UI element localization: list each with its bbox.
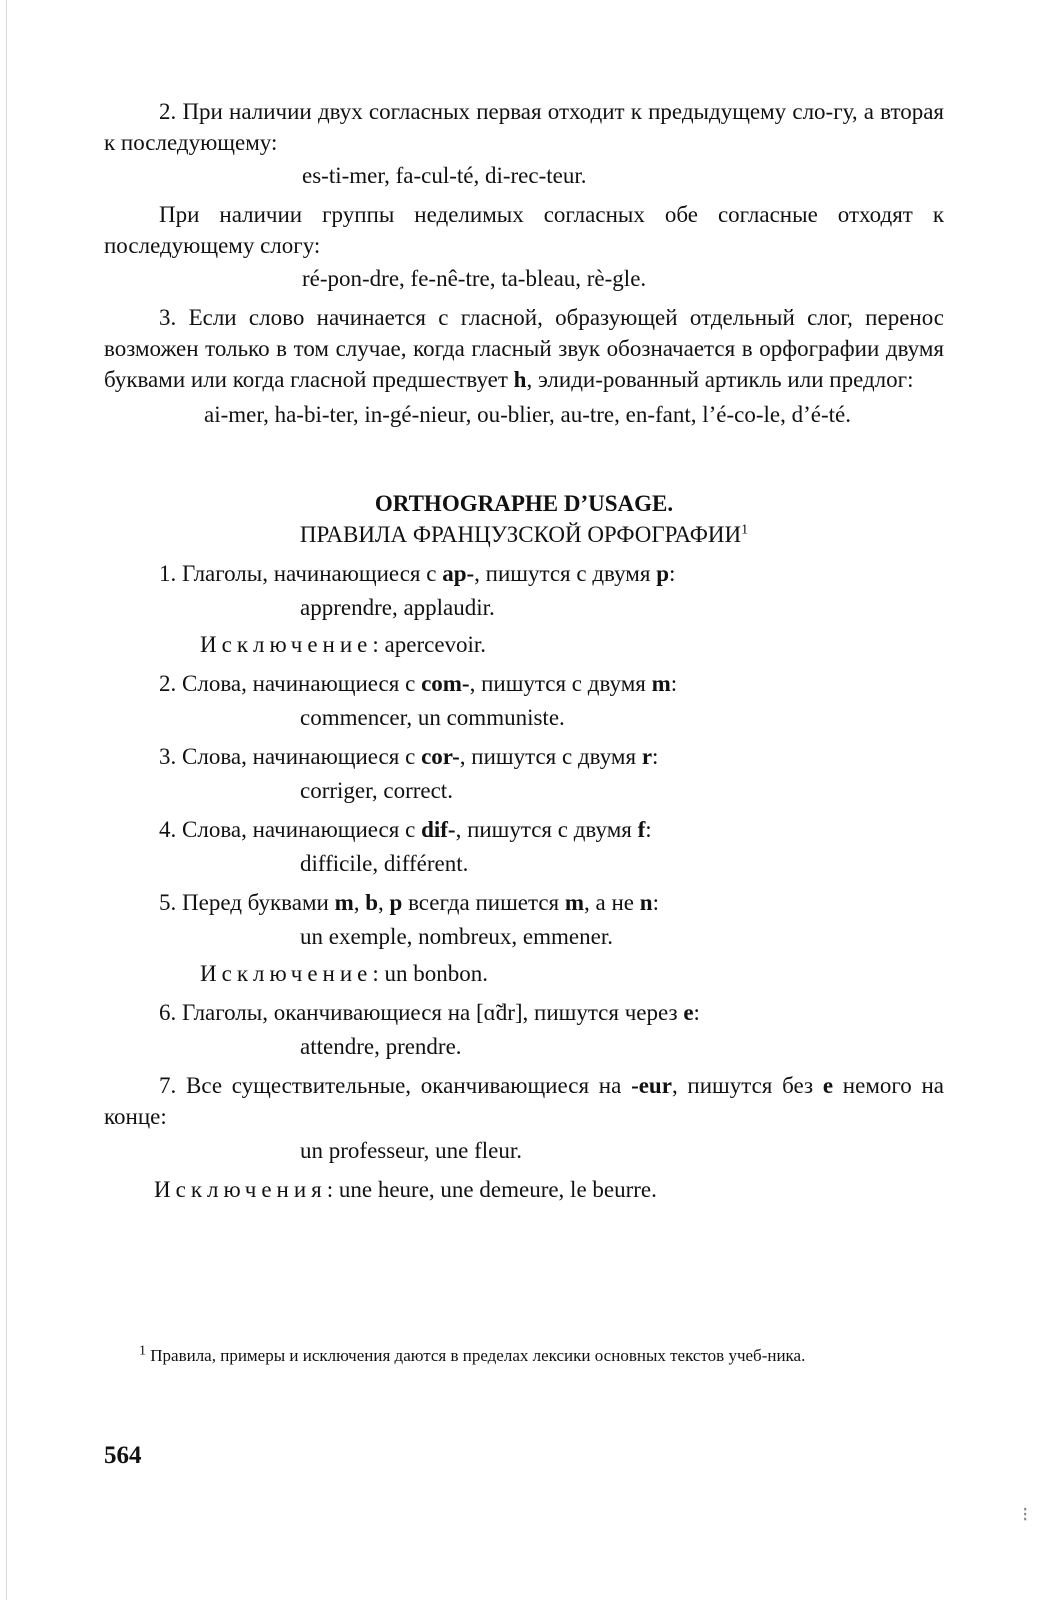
- rule-3-text: 3. Слова, начинающиеся с: [159, 744, 422, 769]
- rule-7-text-2: , пишутся без: [671, 1073, 823, 1098]
- rule-1-example: apprendre, applaudir.: [300, 595, 495, 620]
- footnote: [104, 1344, 942, 1368]
- rule-5-sep-2: ,: [378, 890, 390, 915]
- rule-5: [104, 887, 944, 918]
- rule-5-exception: [104, 958, 944, 989]
- rule-6: [104, 997, 944, 1028]
- rule-5-text-3: , а не: [584, 890, 640, 915]
- rule-5-exception-label: Исключение: [200, 961, 373, 986]
- rule-5-example: un exemple, nombreux, emmener.: [300, 924, 613, 949]
- rule-3-colon: :: [652, 744, 659, 769]
- rule-4-bold-letter: f: [637, 817, 646, 842]
- page-left-edge: [6, 0, 7, 1600]
- rule-1-exception-label: Исключение: [200, 632, 373, 657]
- rule3-text-a: 3. Если слово начинается с гласной, образующей отдельный слог, перенос возможен только в том случае, когда гласный звук обозначается в орфографии двумя буквами или когда гласной предшествует: [104, 305, 944, 392]
- rule2-group-paragraph: При наличии группы неделимых согласных обе согласные отходят к последующему слогу:: [104, 202, 944, 258]
- rule3-text-bold: h: [513, 367, 527, 392]
- rule-6-colon: :: [693, 1000, 700, 1025]
- rule-6-text: 6. Глаголы, оканчивающиеся на [ɑ̃dr], пишутся через: [159, 1000, 684, 1025]
- rule-2-example: commencer, un communiste.: [300, 705, 565, 730]
- footnote-text: Правила, примеры и исключения даются в пределах лексики основных текстов учеб-ника.: [146, 1346, 806, 1365]
- section-heading-russian: [104, 519, 944, 550]
- rule-4-text-2: , пишутся с двумя: [455, 817, 638, 842]
- rule-1: [104, 558, 944, 589]
- rule-4-text: 4. Слова, начинающиеся с: [159, 817, 422, 842]
- rule-5-bold-m-2: m: [564, 890, 585, 915]
- rule-1-colon: :: [668, 561, 676, 586]
- rule2-example: es-ti-mer, fa-cul-té, di-rec-teur.: [302, 163, 587, 188]
- rule-5-bold-n: n: [639, 890, 653, 915]
- rule2-group-example: ré-pon-dre, fe-nê-tre, ta-bleau, rè-gle.: [302, 266, 647, 291]
- rule2-paragraph: 2. При наличии двух согласных первая отходит к предыдущему сло-гу, а вторая к последующему:: [104, 99, 944, 155]
- rule-1-bold-letter: p: [656, 561, 669, 586]
- rule-1-exception-text: : apercevoir.: [372, 632, 487, 657]
- rule-6-bold-e: e: [683, 1000, 694, 1025]
- rule-3-bold-letter: r: [641, 744, 653, 769]
- rule-5-bold-b: b: [365, 890, 379, 915]
- page-edge-mark: ⁝: [1022, 1504, 1029, 1526]
- rule-5-colon: :: [652, 890, 659, 915]
- rule-5-bold-m: m: [334, 890, 354, 915]
- rule-7-bold-suffix: -eur: [631, 1073, 672, 1098]
- rule-7-exception-text: : une heure, une demeure, le beurre.: [326, 1177, 657, 1202]
- rule-4-example: difficile, différent.: [300, 851, 469, 876]
- rule-2-bold-letter: m: [651, 671, 671, 696]
- rule-2-text-2: , пишутся с двумя: [469, 671, 652, 696]
- rule-5-bold-p: p: [389, 890, 403, 915]
- rule-6-example: attendre, prendre.: [300, 1034, 462, 1059]
- rule-3-example: corriger, correct.: [300, 778, 453, 803]
- rule-4-bold-prefix: dif-: [421, 817, 456, 842]
- rule-5-sep-1: ,: [353, 890, 366, 915]
- page-content: [104, 96, 944, 1205]
- rule-7-example: un professeur, une fleur.: [300, 1138, 522, 1163]
- rule-5-exception-text: : un bonbon.: [372, 961, 489, 986]
- rule-7-bold-e: e: [822, 1073, 834, 1098]
- rule-2-colon: :: [670, 671, 678, 696]
- rule-2: [104, 668, 944, 699]
- rule-1-text: 1. Глаголы, начинающиеся с: [159, 561, 443, 586]
- rule-7-exception-label: Исключения: [154, 1177, 327, 1202]
- rule-2-text: 2. Слова, начинающиеся с: [159, 671, 422, 696]
- rule-2-bold-prefix: com-: [421, 671, 470, 696]
- rule-5-text-2: всегда пишется: [402, 890, 565, 915]
- rule-4-colon: :: [645, 817, 652, 842]
- rule-3: [104, 741, 944, 772]
- rule-1-exception: [104, 629, 944, 660]
- rule-7-text-3: немого на конце:: [104, 1073, 944, 1129]
- rule-4: [104, 814, 944, 845]
- footnote-reference: 1: [741, 522, 749, 538]
- section-heading-russian-text: ПРАВИЛА ФРАНЦУЗСКОЙ ОРФОГРАФИИ: [299, 522, 742, 547]
- footnote-mark: 1: [139, 1343, 146, 1359]
- rule3-example: ai-mer, ha-bi-ter, in-gé-nieur, ou-blier, au-tre, en-fant, l’é-co-le, d’é-té.: [204, 402, 851, 427]
- rule-1-text-2: , пишутся с двумя: [474, 561, 657, 586]
- rule3-paragraph: [104, 302, 944, 395]
- rule-5-text: 5. Перед буквами: [159, 890, 335, 915]
- rule-1-bold-prefix: ap-: [442, 561, 475, 586]
- rule-7-exception: [104, 1174, 944, 1205]
- rule-3-bold-prefix: cor-: [421, 744, 460, 769]
- rule-7-text: 7. Все существительные, оканчивающиеся на: [159, 1073, 632, 1098]
- section-heading-french: ORTHOGRAPHE D’USAGE.: [374, 491, 674, 516]
- rule3-text-b: , элиди-рованный артикль или предлог:: [526, 367, 914, 392]
- page-number: 564: [104, 1442, 142, 1469]
- rule-7: [104, 1070, 944, 1132]
- rule-3-text-2: , пишутся с двумя: [459, 744, 642, 769]
